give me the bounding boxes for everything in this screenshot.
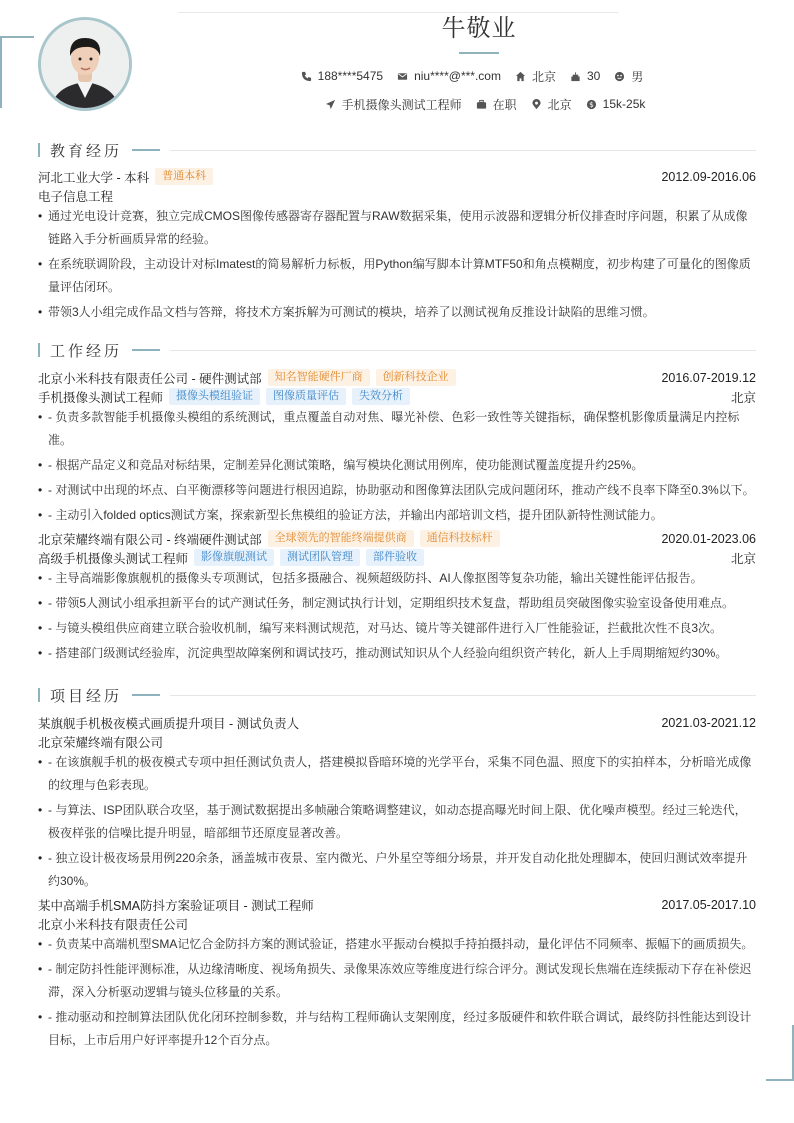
phone-item: [301, 69, 383, 83]
bullet-item: • - 独立设计极夜场景用例220余条，涵盖城市夜景、室内微光、户外星空等细分场景，并开发自动化批处理脚本，使回归测试效率提升约30%。: [38, 847, 756, 893]
project-date: 2021.03-2021.12: [661, 715, 756, 730]
project-org-row: [38, 914, 756, 933]
location-text: 北京: [531, 69, 556, 84]
bullet-item: • - 与算法、ISP团队联合攻坚，基于测试数据提出多帧融合策略调整建议，如动态提高曝光时间上限、优化噪声模型。经过三轮迭代，极夜样张的信噪比提升明显，暗部细节还原度显著改善。: [38, 799, 756, 845]
bullet-item: • 在系统联调阶段，主动设计对标Imatest的简易解析力标板，用Python编写脚本计算MTF50和角点模糊度，初步构建了可量化的图像质量评估闭环。: [38, 253, 756, 299]
project-bullets: [38, 933, 756, 1052]
project-bullets: [38, 751, 756, 893]
section-title: 教育经历: [50, 142, 123, 160]
education-header-row: [38, 167, 756, 186]
company-tag: 创新科技企业: [376, 369, 456, 386]
section-header: [38, 140, 756, 160]
gender-item: [614, 68, 643, 85]
skill-tag: 部件验收: [366, 549, 424, 566]
work-date: 2016.07-2019.12: [661, 370, 756, 385]
position-item: [325, 96, 462, 113]
money-icon: [586, 99, 597, 110]
school-tag: 普通本科: [155, 168, 213, 185]
work-bullets: [38, 567, 756, 665]
job-title: 高级手机摄像头测试工程师: [38, 551, 189, 566]
profile-header: [160, 14, 760, 114]
work-title-row: [38, 387, 756, 406]
phone-icon: [301, 71, 312, 82]
education-date: 2012.09-2016.06: [661, 169, 756, 184]
project-header-row: [38, 713, 756, 732]
bullet-item: • - 搭建部门级测试经验库，沉淀典型故障案例和调试技巧，推动测试知识从个人经验向组织资产转化，新人上手周期缩短约30%。: [38, 642, 756, 665]
section-header: [38, 340, 756, 360]
company-name: 北京小米科技有限责任公司 - 硬件测试部: [38, 371, 262, 386]
company-tag: 全球领先的智能终端提供商: [268, 530, 414, 547]
education-section: [38, 140, 756, 326]
school-name: 河北工业大学 - 本科: [38, 170, 150, 185]
major-name: 电子信息工程: [38, 189, 114, 204]
corner-decoration-bottom-right: [766, 1025, 794, 1081]
corner-decoration-top-left: [0, 36, 34, 108]
section-header: [38, 685, 756, 705]
project-header-row: [38, 895, 756, 914]
section-title: 工作经历: [50, 342, 123, 360]
target-city-text: 北京: [547, 97, 572, 112]
section-divider: [170, 695, 756, 696]
status-item: [476, 96, 517, 113]
skill-tag: 失效分析: [352, 388, 410, 405]
home-icon: [515, 71, 526, 82]
avatar: [38, 17, 132, 111]
bullet-item: • - 推动驱动和控制算法团队优化闭环控制参数，并与结构工程师确认支架刚度，经过多版硬件和软件联合调试，最终防抖性能达到设计目标，上市后用户好评率提升12个百分点。: [38, 1006, 756, 1052]
bullet-item: • - 负责某中高端机型SMA记忆合金防抖方案的测试验证，搭建水平振动台模拟手持拍摄抖动，量化评估不同频率、振幅下的画质损失。: [38, 933, 756, 956]
work-bullets: [38, 406, 756, 527]
status-text: 在职: [492, 97, 517, 112]
age-item: [570, 69, 600, 83]
section-bar: [38, 688, 40, 702]
section-bar: [38, 343, 40, 357]
work-title-row: [38, 548, 756, 567]
skill-tag: 摄像头模组验证: [169, 388, 260, 405]
skill-tag: 影像旗舰测试: [194, 549, 274, 566]
phone-text: 188****5475: [317, 69, 384, 83]
bullet-item: • - 在该旗舰手机的极夜模式专项中担任测试负责人，搭建模拟昏暗环境的光学平台，采集不同色温、照度下的实拍样本，分析暗光成像的纹理与色彩表现。: [38, 751, 756, 797]
project-name: 某中高端手机SMA防抖方案验证项目 - 测试工程师: [38, 898, 314, 913]
work-header-row: [38, 368, 756, 387]
gender-text: 男: [631, 69, 644, 84]
section-divider: [170, 350, 756, 351]
bullet-item: • - 主导高端影像旗舰机的摄像头专项测试，包括多摄融合、视频超级防抖、AI人像抠图等复杂功能，输出关键性能评估报告。: [38, 567, 756, 590]
bullet-item: • 带领3人小组完成作品文档与答辩，将技术方案拆解为可测试的模块，培养了以测试视角反推设计缺陷的思维习惯。: [38, 301, 756, 324]
candidate-name: 牛敬业: [441, 15, 517, 42]
birthday-cake-icon: [570, 71, 581, 82]
position-text: 手机摄像头测试工程师: [341, 97, 462, 112]
target-city-item: [531, 96, 572, 113]
skill-tag: 图像质量评估: [266, 388, 346, 405]
bullet-item: • - 负责多款智能手机摄像头模组的系统测试，重点覆盖自动对焦、曝光补偿、色彩一致性等关键指标，确保整机影像质量满足内控标准。: [38, 406, 756, 452]
name-underline: [459, 52, 499, 54]
bullet-item: • - 制定防抖性能评测标准，从边缘清晰度、视场角损失、录像果冻效应等维度进行综合评分。测试发现长焦端在连续振动下存在补偿迟滞，深入分析驱动逻辑与镜头位移量的关系。: [38, 958, 756, 1004]
skill-tag: 测试团队管理: [280, 549, 360, 566]
major-row: [38, 186, 756, 205]
bullet-item: • - 对测试中出现的坏点、白平衡漂移等问题进行根因追踪，协助驱动和图像算法团队完成问题闭环，推动产线不良率下降至0.3%以下。: [38, 479, 756, 502]
section-divider: [170, 150, 756, 151]
send-icon: [325, 99, 336, 110]
project-org: 北京荣耀终端有限公司: [38, 735, 164, 750]
gender-icon: [614, 71, 625, 82]
project-org: 北京小米科技有限责任公司: [38, 917, 189, 932]
work-section: [38, 340, 756, 667]
svg-text:$: $: [588, 99, 594, 109]
project-name: 某旗舰手机极夜模式画质提升项目 - 测试负责人: [38, 716, 300, 731]
salary-text: 15k-25k: [602, 97, 646, 111]
education-bullets: [38, 205, 756, 324]
contact-row: [184, 66, 760, 86]
briefcase-icon: [476, 99, 487, 110]
bullet-item: • - 根据产品定义和竞品对标结果，定制差异化测试策略，编写模块化测试用例库，使功能测试覆盖度提升约25%。: [38, 454, 756, 477]
bullet-item: • - 带领5人测试小组承担新平台的试产测试任务，制定测试执行计划，定期组织技术复盘，帮助组员突破图像实验室设备使用难点。: [38, 592, 756, 615]
work-date: 2020.01-2023.06: [661, 531, 756, 546]
project-date: 2017.05-2017.10: [661, 897, 756, 912]
company-name: 北京荣耀终端有限公司 - 终端硬件测试部: [38, 532, 262, 547]
location-pin-icon: [531, 99, 542, 110]
mail-icon: [397, 71, 408, 82]
bullet-item: • - 与镜头模组供应商建立联合验收机制，编写来料测试规范，对马达、镜片等关键部件进行入厂性能验证，拦截批次性不良3次。: [38, 617, 756, 640]
section-bar: [38, 143, 40, 157]
project-org-row: [38, 732, 756, 751]
email-text: niu****@***.com: [414, 69, 501, 83]
email-item: [397, 69, 501, 83]
section-accent-line: [132, 149, 160, 151]
work-city: 北京: [730, 390, 756, 405]
salary-item: [586, 97, 646, 111]
job-title: 手机摄像头测试工程师: [38, 390, 164, 405]
company-tag: 知名智能硬件厂商: [268, 369, 370, 386]
location-item: [515, 68, 556, 85]
company-tag: 通信科技标杆: [420, 530, 500, 547]
work-header-row: [38, 529, 756, 548]
projects-section: [38, 685, 756, 1054]
section-accent-line: [132, 349, 160, 351]
section-accent-line: [132, 694, 160, 696]
job-intent-row: [210, 94, 760, 114]
bullet-item: • - 主动引入folded optics测试方案，探索新型长焦模组的验证方法，并输出内部培训文档，提升团队新特性测试能力。: [38, 504, 756, 527]
section-title: 项目经历: [50, 687, 123, 705]
bullet-item: • 通过光电设计竞赛，独立完成CMOS图像传感器寄存器配置与RAW数据采集，使用示波器和逻辑分析仪排查时序问题，积累了从成像链路入手分析画质异常的经验。: [38, 205, 756, 251]
top-divider: [178, 12, 618, 13]
age-text: 30: [586, 69, 601, 83]
work-city: 北京: [730, 551, 756, 566]
